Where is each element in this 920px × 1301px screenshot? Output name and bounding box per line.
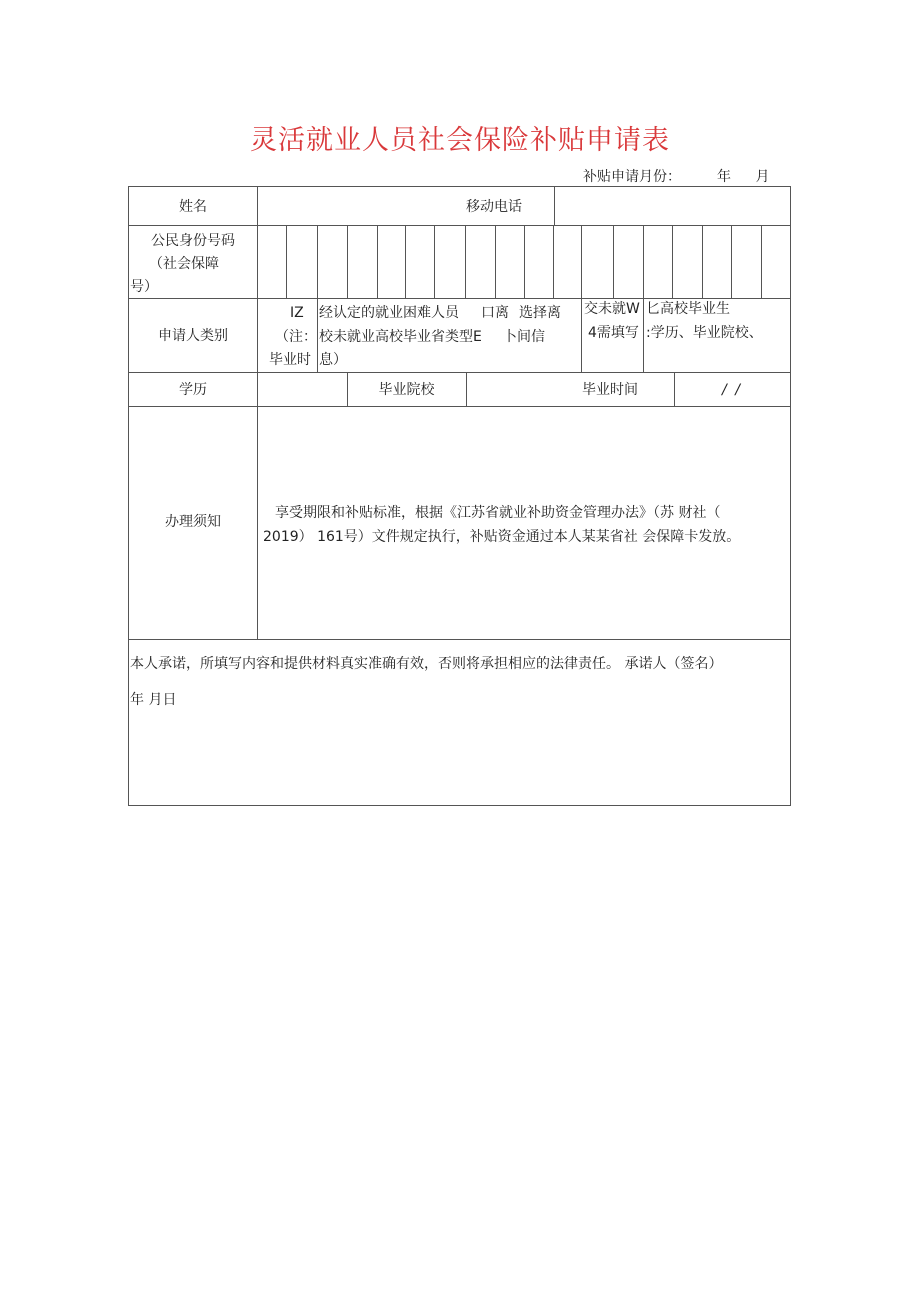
category-col3-line1: 交未就W xyxy=(584,301,640,317)
category-col4-line2: :学历、毕业院校、 xyxy=(646,325,763,341)
school-field[interactable] xyxy=(468,374,578,405)
form-title: 灵活就业人员社会保险补贴申请表 xyxy=(250,125,670,156)
category-col4-line1: 匕高校毕业生 xyxy=(646,301,730,317)
category-line3-a: 毕业时 xyxy=(269,352,311,368)
name-field[interactable] xyxy=(259,188,459,224)
application-form-table xyxy=(128,186,791,806)
category-label: 申请人类别 xyxy=(158,328,228,344)
category-col3-line2: 4需填写 xyxy=(588,325,639,341)
signature-area[interactable] xyxy=(131,717,788,803)
category-option2-mark[interactable]: 口离 xyxy=(481,305,509,321)
apply-month xyxy=(583,166,779,186)
id-label-line1: 公民身份号码 xyxy=(151,233,235,249)
phone-label: 移动电话 xyxy=(466,199,522,215)
category-line2-tail: 卜间信 xyxy=(503,329,545,345)
phone-field[interactable] xyxy=(556,188,789,224)
notice-text-line2: 2019） 161号）文件规定执行，补贴资金通过本人某某省社 会保障卡发放。 xyxy=(263,529,741,545)
category-option1-text: 经认定的就业困难人员 xyxy=(319,305,459,321)
category-option1-mark[interactable]: IZ xyxy=(290,305,304,321)
category-note-part: （注： xyxy=(275,329,317,345)
education-label: 学历 xyxy=(179,382,207,398)
name-label: 姓名 xyxy=(179,199,207,215)
graduation-time-label: 毕业时间 xyxy=(582,382,638,398)
id-number-field[interactable] xyxy=(259,227,789,297)
notice-label: 办理须知 xyxy=(165,514,221,530)
category-line3-b: 息） xyxy=(319,352,347,368)
category-line2-text: 校未就业高校毕业省类型E xyxy=(319,329,482,345)
notice-text-line1: 享受期限和补贴标准，根据《江苏省就业补助资金管理办法》（苏 财社（ xyxy=(275,505,721,521)
id-label-line2: （社会保障 xyxy=(149,256,219,272)
graduation-time-value[interactable]: / / xyxy=(722,382,742,398)
school-label: 毕业院校 xyxy=(378,382,435,398)
apply-month-label: 补贴申请月份： xyxy=(583,169,681,185)
pledge-text: 本人承诺，所填写内容和提供材料真实准确有效，否则将承担相应的法律责任。 承诺人（签名） xyxy=(130,656,723,672)
category-option2-text: 选择离 xyxy=(519,305,561,321)
id-label-line3: 号） xyxy=(130,279,158,295)
apply-month-value: 年 月 xyxy=(717,169,780,185)
pledge-date: 年 月日 xyxy=(130,692,177,708)
education-field[interactable] xyxy=(259,374,346,405)
